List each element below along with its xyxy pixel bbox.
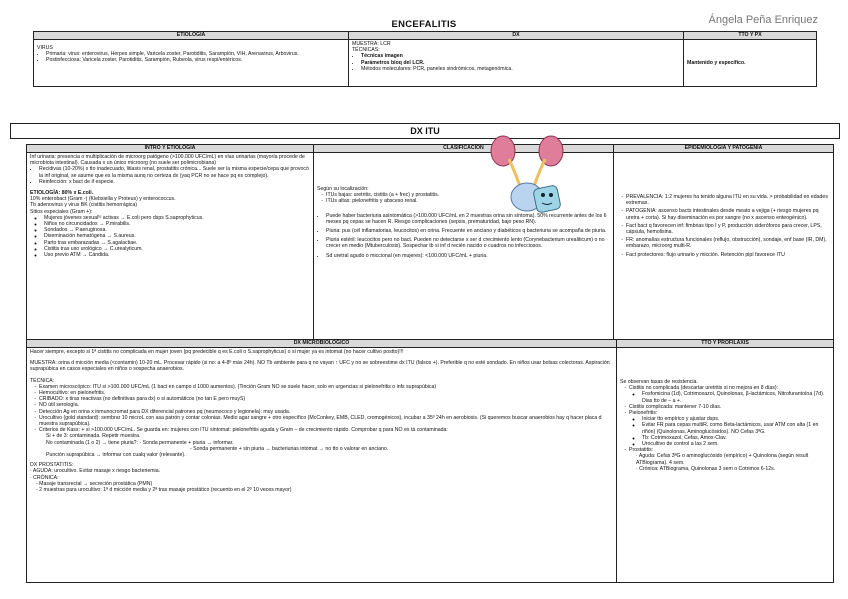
header-epidemiologia: EPIDEMIOLOGÍA Y PATOGENIA	[614, 145, 834, 153]
list-item: ◦ Tb: Cotrimoxazol, Cefas, Amox-Clav.	[642, 435, 830, 441]
etiologia-line: 10% enterobact (Gram -) (Klebsiella y Proteus) y enterococcus.	[30, 196, 176, 203]
encefalitis-title: ENCEFALITIS	[391, 19, 457, 30]
list-item: • Parámetros bioq del LCR.	[361, 60, 680, 66]
urinary-tract-illustration	[481, 133, 573, 225]
list-item: ◦ Parto tras embarazadas → S.agalactiae.	[44, 240, 310, 246]
micro-intro: Hacer siempre, excepto si 1ª cistitis no complicada en mujer joven (pq predecible q es E.coli o S.saprophyticus) o si mujer ya es intomat (no hacer cultivo postto)!!!	[30, 349, 404, 355]
list-item: • Reinfección: x bact de if especie.	[39, 179, 310, 185]
kass-step: - Sonda permanente + sin piuria → bacteriurias intomat → no tto o valorar en anciano.	[190, 445, 389, 452]
kass-step: Si + de 3: contaminada. Repetir muestra.	[46, 433, 141, 440]
list-item: ◦ Evitar FR para cepas multiR, como Beta-lactámicos, usar ATM con alta (1 en riñón) (Quinolonas, Aminoglucósidos). NO Cefas 3ªG.	[642, 422, 830, 434]
header-clasificacion: CLASIFICACIÓN	[314, 145, 614, 153]
header-tto-px: TTO Y PX	[684, 32, 817, 40]
author-name: Ángela Peña Enriquez	[708, 14, 818, 26]
list-item: • Piuria estéril: leucocitos pero no bact. Pueden no detectarse x ser d crecimiento lento (Corynebacterium urealiticum) o no crecer en medio (Mtuberculosis). Sospechar tb si inf d recién nacido o cuadros no infecciosos.	[326, 237, 610, 249]
list-item: ◦ Mujeres jóvenes sexualᵗᵉ activas → E.coli pero dsps S.saprophyticus.	[44, 215, 310, 221]
list-item: • Piuria: pus (cél inflamatorias, leucocitos) en orina. Frecuente en anciano y diabéticos q bacteriuria se acompaña de piuria.	[326, 228, 610, 234]
microbiologico-table	[26, 339, 834, 583]
list-item: - Examen microscópico: ITU si >100.000 UFC/mL (1 bact en campo d 1000 aumentos). (Tinción Gram NO se suele hacer, solo en urgencias si pielonefritis o infs suprapúbica)	[39, 384, 613, 390]
list-item: - Fact bact q favorecen inf: fimbrias tipo I y P, producción sideróforos para crecer, LPS, cápsula, hemolisina.	[626, 223, 830, 235]
dx-techniques-list	[352, 53, 680, 72]
dx-sample: MUESTRA: LCR	[352, 41, 391, 47]
list-item: • Postinfecciosa: Varicela zoster, Parotiditis, Sarampión, Rubeola, virus respi/entéricos.	[46, 57, 345, 63]
kass-step: Punción suprapúbica → informar con cualq valor (relevante).	[46, 452, 186, 459]
prostatitis-line: - Masaje transrectal → secreción prostática (PMN)	[36, 480, 153, 487]
header-dx: DX	[349, 32, 684, 40]
etiologia-title: ETIOLOGÍA: 80% x E.coli.	[30, 190, 94, 197]
header-etiologia: ETIOLOGÍA	[34, 32, 349, 40]
clasificacion-cell	[314, 153, 614, 348]
dxitu-table	[26, 144, 834, 348]
header-dx-microbiologico: DX MICROBIOLÓGICO	[27, 340, 617, 348]
list-item: - ITUs bajas: uretritis, cistitis (a + frec) y prostatitis.	[326, 192, 610, 198]
list-item: ◦ Niños no circuncidados → P.mirabilis.	[44, 221, 310, 227]
list-item: - Cistitis no complicada (descartar uretritis si no mejora en 8 días):	[629, 385, 830, 391]
microbiologico-cell	[27, 348, 617, 583]
dx-cell	[349, 40, 684, 87]
etiologia-line: Tb adenovirus y virus BK (cistitis hemorrágica)	[30, 202, 137, 209]
dxitu-title: DX ITU	[10, 123, 840, 139]
list-item: • Recidivas (10-20%) x tto inadecuado, litiasis renal, prostatitis crónica... Suele ser la misma especie/cepa que provocó la inf original, se asume que es la misma aunq no certeza dx (yaq PCR no se hace pq es complejo).	[39, 166, 310, 178]
tto-cell: Mantenido y específico.	[684, 40, 817, 87]
prostatitis-tto: · Crónica: ATBiograma, Quinolonas 3 sem o Cotrimox 6-12s.	[636, 465, 776, 472]
list-item: - NO útil serología.	[39, 402, 613, 408]
prostatitis-tto: · Aguda: Cefas 3ªG o aminoglucósido (empírico) + Quinolona (según result ATBiograma). 4 sem.	[636, 453, 809, 466]
tto-lead: Se observan tasas de resistencia.	[620, 379, 698, 385]
list-item: - Urocultivo (gold standard): sembrar 10 microL con asa patrón y contar colonias. Medio agar sangre + otro específico (McConkey, EMB, CLED, cromogénicos), incubar a 35º 24h en aerobiosis. (Si queremos buscar anaerobios hay q hacer placa d muestra suprapúbica).	[39, 415, 613, 427]
list-item: - Hemocultivo: en pielonefritis.	[39, 390, 613, 396]
header-tto-profilaxis: TTO Y PROFILAXIS	[617, 340, 834, 348]
list-item: ◦ Fosfomicina (1d), Cotrimoxazol, Quinolonas, β-lactámicos, Nitrofurantoína (7d). Dias tto de – a +.	[642, 391, 830, 403]
special-sites-list	[30, 215, 310, 258]
prostatitis-line: - 2 muestras para urocultivo: 1ª d micción media y 2ª tras masaje prostático (recuento en el 2º 10 veces mayor)	[36, 487, 292, 494]
intro-bullets	[30, 166, 310, 185]
etiologia-line: Sitios especiales (Gram +):	[30, 208, 93, 215]
tto-sublist	[620, 391, 830, 403]
list-item: - Criterios de Kass: + si >100.000 UFC/mL. Se guarda en: mujeres con ITU sintomat: pielonefritis aguda y Gram – de crecimiento rápido. Comprobar q para NO es tá contaminada:	[39, 427, 613, 433]
list-item: ◦ Diseminación hematógena → S.aureus.	[44, 233, 310, 239]
prostatitis-line: · AGUDA: urocultivo. Evitar masaje x riesgo bacteriemia.	[30, 468, 161, 475]
list-item: • Primaria: virus: enterovirus, Herpes simple, Varicela zoster, Parotiditis, Sarampión, VIH, Arenavirus, Arbovirus.	[46, 51, 345, 57]
list-item: ◦ Iniciar tto empírico y ajustar dsps.	[642, 416, 830, 422]
list-item: - PREVALENCIA: 1:2 mujeres ha tenido alguna ITU en su vida. > probabilidad en edades extremas.	[626, 194, 830, 206]
prostatitis-title: DX PROSTATITIS:	[30, 462, 74, 469]
intro-paragraph: Inf urinaria: presencia o multiplicación de microorg patógeno (>100.000 UFC/mL) en vías urinarias (mayoría procede de microbiota intestinal). Causada x un único microorg (no suele ser polimicrobiana)	[30, 154, 305, 167]
list-item: - PATOGENIA: ascenso bacts intestinales desde meato a vejiga (+ riesgo mujeres pq uretra + corta). Si hay diseminación es por sangre (no x ascenso enteogénico).	[626, 208, 830, 220]
tecnica-title: TÉCNICA:	[30, 377, 55, 384]
encefalitis-table	[33, 31, 817, 87]
header-intro: INTRO Y ETIOLOGÍA	[27, 145, 314, 153]
list-item: - CRIBADO: x tiras reactivas (no definitivas para dx) o si automáticos (no tan E pero muyS)	[39, 396, 613, 402]
list-item: - Cistitis complicada: mantener 7-10 días.	[629, 404, 830, 410]
list-item: • Métodos moleculares: PCR, paneles sindrómicos, metagenómica.	[361, 66, 680, 72]
tecnica-list	[30, 384, 613, 434]
intro-cell	[27, 153, 314, 348]
list-item: - Detección Ag en orina x inmunocromat para DX diferencial patrones pq (neumococo y legionela): muy usada.	[39, 409, 613, 415]
clasificacion-lead: Según su localización:	[317, 186, 369, 192]
list-item: ◦ Urocultivo de control a las 2 sem.	[642, 441, 830, 447]
micro-muestra: MUESTRA: orina d micción media (<contamin) 10-20 mL. Procesar rápido (si no: a 4-8º máx 24h). NO Tb ambiente para q no vayan ↑ UFC y no se sobreestime dx ITU (falsos +). Preferible q no esté sondado. En niños usar bolsas colectoras. Aspiración suprapúbica en casos especiales en niños o sospecha anaerobios.	[30, 360, 610, 373]
list-item: - Prostatitis:	[629, 447, 830, 453]
epidemiologia-list	[617, 194, 830, 258]
list-item: ◦ Cistitis tras uso urológico → C.urealyticum.	[44, 246, 310, 252]
list-item: - FR: anomalías estructura funcionales (reflujo, obstrucción), sondaje, enf base (IR, DM), embarazo, microorg multi-R.	[626, 237, 830, 249]
virus-list	[37, 51, 345, 63]
dx-techniques-label: TÉCNICAS:	[352, 47, 380, 54]
kass-step: No contaminada (1 o 2) → tiene piuria?: - Sonda permanente + piuria → informar.	[46, 439, 234, 446]
list-item: - Pielonefritis:	[629, 410, 830, 416]
list-item: ◦ Sondados → P.aeruginosa.	[44, 227, 310, 233]
list-item: - ITUs altas: pielonefritis y absceso renal.	[326, 198, 610, 204]
list-item: - Fact protectores: flujo urinario y micción. Retención pipí favorece ITU	[626, 252, 830, 258]
prostatitis-line: · CRÓNICA:	[30, 474, 59, 481]
virus-heading: VIRUS	[37, 45, 53, 51]
epidemiologia-cell	[614, 153, 834, 348]
tto-list	[620, 404, 830, 416]
list-item: ◦ Uso previo ATM → Cándida.	[44, 252, 310, 258]
etiologia-cell	[34, 40, 349, 87]
tto-sublist	[620, 416, 830, 447]
list-item: • Puede haber bacteriuria asintomática (>100.000 UFC/mL en 2 muestras orina sin síntoma). 50% recurrente antes de los 6 meses pq cepas se hacen R. Riesgo complicaciones (sepsis, prematuridad, bajo peso RN).	[326, 213, 610, 225]
list-item: • Sd uretral agudo o miccional (en mujeres): <100.000 UFC/mL + piuria.	[326, 253, 610, 259]
tto-profilaxis-cell	[617, 348, 834, 583]
list-item: • Técnicas imagen	[361, 53, 680, 59]
